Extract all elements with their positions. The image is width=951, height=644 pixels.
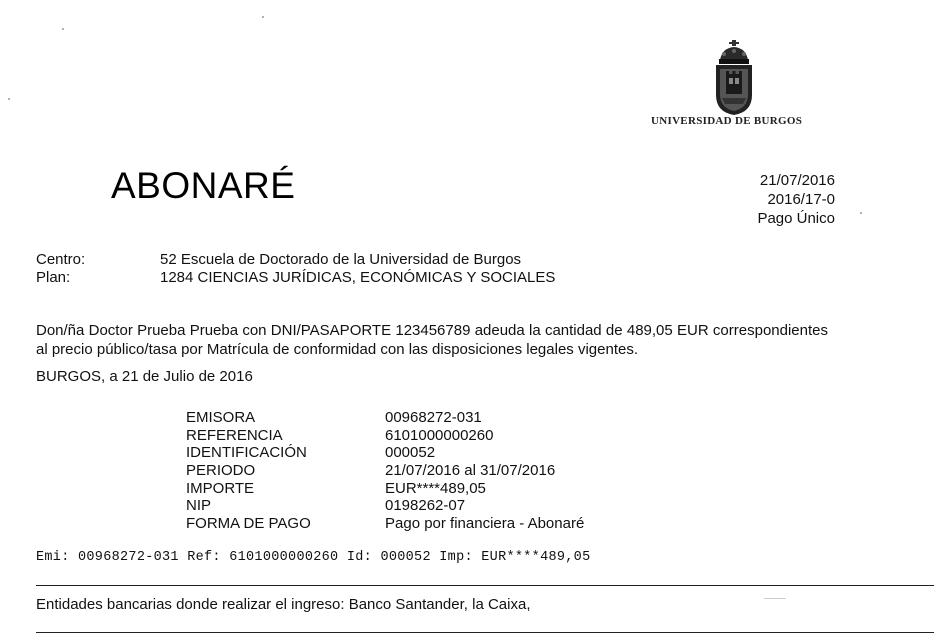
payment-value: Pago por financiera - Abonaré bbox=[385, 515, 585, 533]
bank-entities: Entidades bancarias donde realizar el ingreso: Banco Santander, la Caixa, bbox=[36, 596, 531, 613]
issue-date: 21/07/2016 bbox=[759, 172, 835, 189]
plan-value: 1284 CIENCIAS JURÍDICAS, ECONÓMICAS Y SOCIALES bbox=[160, 269, 556, 286]
payment-value: 21/07/2016 al 31/07/2016 bbox=[385, 462, 556, 480]
document-meta bbox=[757, 171, 835, 228]
payment-label: NIP bbox=[186, 497, 212, 515]
academic-year-code: 2016/17-0 bbox=[767, 191, 835, 208]
payment-value: 000052 bbox=[385, 444, 436, 462]
centre-value: 52 Escuela de Doctorado de la Universidad de Burgos bbox=[160, 251, 522, 268]
centre-label: Centro: bbox=[36, 251, 86, 268]
plan-label: Plan: bbox=[36, 269, 71, 286]
payment-value: EUR****489,05 bbox=[385, 479, 486, 497]
university-crest-icon bbox=[712, 40, 756, 116]
payment-summary-line: Emi: 00968272-031 Ref: 6101000000260 Id: 000052 Imp: EUR****489,05 bbox=[36, 550, 591, 565]
payment-value: 00968272-031 bbox=[385, 409, 482, 426]
debt-statement: Don/ña Doctor Prueba Prueba con DNI/PASAPORTE 123456789 adeuda la cantidad de 489,05 EUR correspondientes al precio público/tasa por Matrícula de conformidad con las disposiciones legales vigentes. bbox=[36, 322, 828, 358]
payment-label: IMPORTE bbox=[186, 479, 255, 497]
scan-speck bbox=[262, 16, 264, 18]
payment-label: PERIODO bbox=[186, 462, 256, 480]
scan-speck bbox=[62, 28, 64, 30]
university-name: UNIVERSIDAD DE BURGOS bbox=[651, 115, 803, 127]
place-and-date: BURGOS, a 21 de Julio de 2016 bbox=[36, 368, 253, 385]
scan-speck bbox=[764, 598, 786, 599]
payment-label: EMISORA bbox=[186, 409, 256, 426]
payment-label: REFERENCIA bbox=[186, 426, 283, 444]
divider-top bbox=[36, 585, 934, 586]
payment-label: FORMA DE PAGO bbox=[186, 515, 311, 533]
document-title: ABONARÉ bbox=[111, 165, 296, 206]
payment-type: Pago Único bbox=[757, 210, 835, 227]
payment-value: 0198262-07 bbox=[385, 497, 466, 515]
scan-speck bbox=[860, 212, 862, 214]
payment-label: IDENTIFICACIÓN bbox=[186, 444, 307, 462]
payment-value: 6101000000260 bbox=[385, 426, 494, 444]
scan-speck bbox=[8, 98, 10, 100]
divider-bottom bbox=[36, 632, 934, 633]
